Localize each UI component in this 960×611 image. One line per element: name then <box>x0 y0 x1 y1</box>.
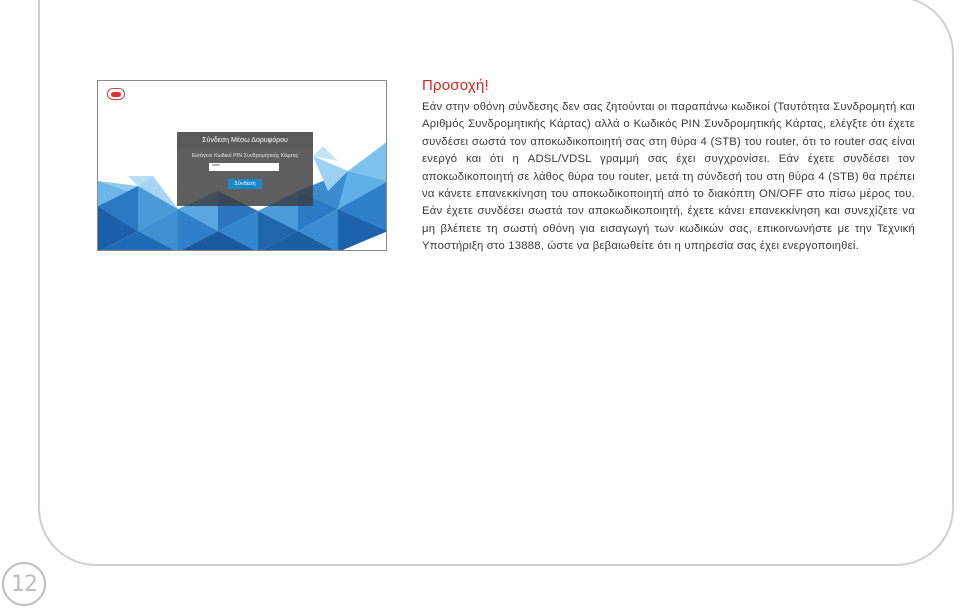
warning-body: Εάν στην οθόνη σύνδεσης δεν σας ζητούνται οι παραπάνω κωδικοί (Ταυτότητα Συνδρομητή και Αριθμός Συνδρομητικής Κάρτας) αλλά ο Κωδικός PIN Συνδρομητικής Κάρτας, ελέγξτε ότι έχετε συνδέσει σωστά τον αποκωδικοποιητή σας στη θύρα 4 (STB) του router, ότι το router σας είναι ενεργό και ότι η ADSL/VDSL γραμμή σας έχει συγχρονίσει. Εάν έχετε συνδέσει τον αποκωδικοποιητή σε λάθος θύρα του router, μετά τη σύνδεσή του στη θύρα 4 (STB) θα πρέπει να κάνετε επανεκκίνηση του αποκωδικοποιητή από το διακόπτη ON/OFF στο πίσω μέρος του. Εάν έχετε συνδέσει σωστά τον αποκωδικοποιητή, έχετε κάνει επανεκκίνηση και συνεχίζετε να μη βλέπετε τη σωστή οθόνη για εισαγωγή των κωδικών σας, επικοινωνήστε με την Τεχνική Υποστήριξη στο 13888, ώστε να βεβαιωθείτε ότι η υπηρεσία σας έχει ενεργοποιηθεί. <box>422 101 915 253</box>
login-screen-image <box>97 80 387 251</box>
pin-input: **** <box>209 163 279 171</box>
login-title: Σύνδεση Μέσω Δορυφόρου <box>177 132 313 149</box>
page-number: 12 <box>2 562 46 606</box>
tv-logo <box>107 88 125 100</box>
pin-prompt: Εισάγετε Κωδικό PIN Συνδρομητικής Κάρτας <box>191 153 299 159</box>
warning-heading: Προσοχή! <box>422 77 489 94</box>
connect-button: Σύνδεση <box>228 179 262 189</box>
login-dialog <box>177 132 313 206</box>
